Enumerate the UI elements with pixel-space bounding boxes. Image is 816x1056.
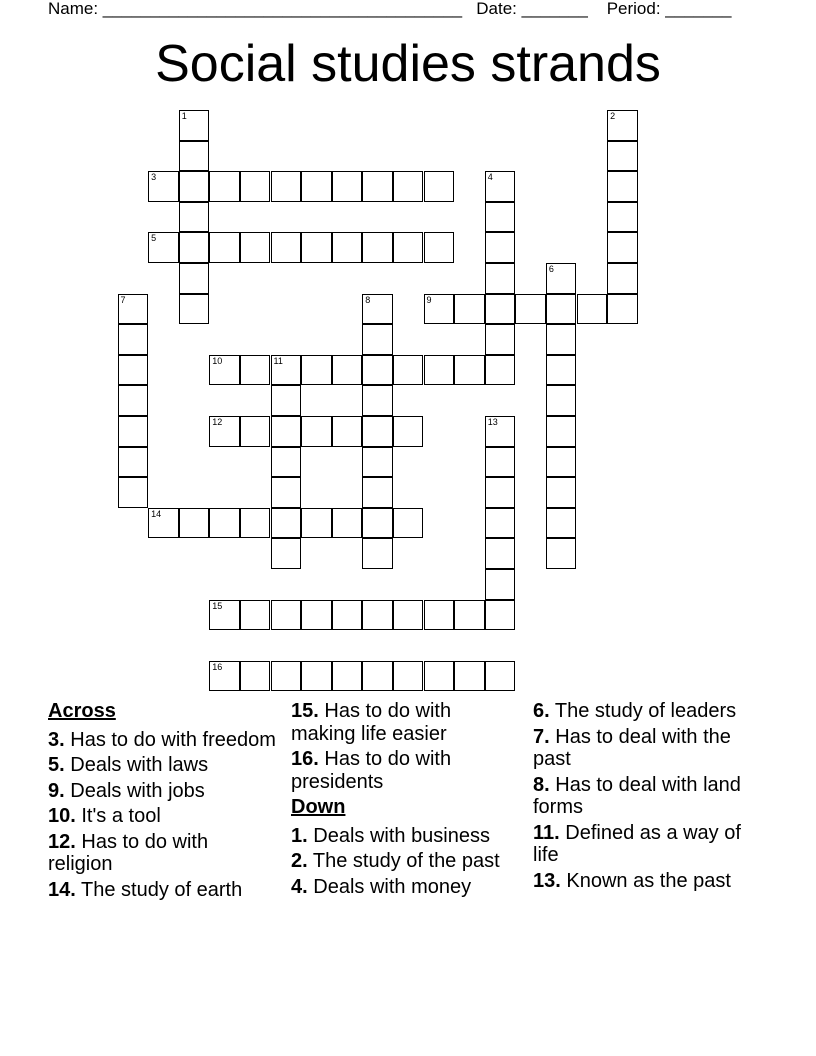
crossword-cell[interactable] [118,294,149,325]
crossword-cell[interactable] [332,171,363,202]
crossword-cell[interactable] [393,661,424,692]
page-title: Social studies strands [155,35,661,93]
crossword-cell[interactable] [454,355,485,386]
clue-down-7: 7. Has to deal with the past [533,725,731,770]
crossword-cell[interactable] [118,447,149,478]
crossword-cell[interactable] [485,661,516,692]
clue-across-5: 5. Deals with laws [48,754,209,776]
crossword-cell[interactable] [271,232,302,263]
clues-column-1 [48,700,278,904]
crossword-cell[interactable] [209,171,240,202]
crossword-cell[interactable] [424,600,455,631]
clue-across-15: 15. Has to do with making life easier [291,700,452,745]
crossword-cell[interactable] [209,232,240,263]
crossword-cell[interactable] [209,661,240,692]
clue-across-16: 16. Has to do with presidents [291,748,452,793]
crossword-cell[interactable] [118,324,149,355]
cell-number: 11 [273,355,283,366]
crossword-cell[interactable] [148,232,179,263]
crossword-cell[interactable] [546,508,577,539]
crossword-cell[interactable] [485,538,516,569]
crossword-cell[interactable] [179,141,210,172]
crossword-cell[interactable] [362,508,393,539]
crossword-cell[interactable] [240,232,271,263]
crossword-cell[interactable] [118,416,149,447]
crossword-cell[interactable] [607,263,638,294]
crossword-cell[interactable] [240,171,271,202]
crossword-cell[interactable] [362,538,393,569]
crossword-cell[interactable] [607,232,638,263]
cell-number: 2 [610,111,616,121]
crossword-cell[interactable] [546,355,577,386]
cell-number: 4 [487,172,493,183]
crossword-cell[interactable] [332,661,363,692]
crossword-cell[interactable] [271,661,302,692]
cell-number: 6 [548,264,554,274]
crossword-cell[interactable] [362,600,393,631]
crossword-cell[interactable] [271,477,302,508]
crossword-cell[interactable] [485,232,516,263]
crossword-cell[interactable] [546,477,577,508]
crossword-cell[interactable] [546,538,577,569]
cell-number: 10 [212,355,223,366]
cell-number: 16 [212,661,223,672]
crossword-cell[interactable] [424,355,455,386]
crossword-cell[interactable] [332,232,363,263]
crossword-cell[interactable] [118,477,149,508]
crossword-cell[interactable] [362,232,393,263]
crossword-cell[interactable] [393,355,424,386]
clue-across-10: 10. It's a tool [48,805,161,827]
crossword-cell[interactable] [546,294,577,325]
crossword-cell[interactable] [209,600,240,631]
crossword-cell[interactable] [485,477,516,508]
crossword-cell[interactable] [271,600,302,631]
crossword-cell[interactable] [362,416,393,447]
clue-down-2: 2. The study of the past [291,850,500,872]
crossword-cell[interactable] [118,355,149,386]
crossword-cell[interactable] [179,110,210,141]
crossword-cell[interactable] [362,294,393,325]
crossword-cell[interactable] [424,294,455,325]
crossword-cell[interactable] [362,171,393,202]
crossword-cell[interactable] [485,600,516,631]
crossword-cell[interactable] [362,385,393,416]
date-field-label[interactable]: Date: _______ [476,0,588,18]
crossword-cell[interactable] [393,416,424,447]
cell-number: 12 [212,417,223,427]
cell-number: 14 [151,508,162,519]
clue-across-3: 3. Has to do with freedom [48,728,276,751]
crossword-cell[interactable] [301,661,332,692]
cell-number: 9 [426,294,432,305]
crossword-cell[interactable] [607,110,638,141]
crossword-cell[interactable] [240,508,271,539]
crossword-cell[interactable] [179,508,210,539]
crossword-cell[interactable] [301,416,332,447]
period-field-label[interactable]: Period: _______ [606,0,732,18]
crossword-cell[interactable] [454,600,485,631]
crossword-cell[interactable] [424,232,455,263]
crossword-cell[interactable] [332,600,363,631]
crossword-cell[interactable] [271,538,302,569]
clue-across-14: 14. The study of earth [48,878,243,901]
crossword-cell[interactable] [301,232,332,263]
crossword-cell[interactable] [362,447,393,478]
clues-column-2 [291,700,521,901]
down-heading: Down [291,796,346,818]
crossword-cell[interactable] [424,661,455,692]
crossword-cell[interactable] [485,416,516,447]
clue-across-9: 9. Deals with jobs [48,779,205,802]
crossword-cell[interactable] [393,171,424,202]
crossword-cell[interactable] [393,232,424,263]
crossword-cell[interactable] [362,477,393,508]
cell-number: 13 [487,417,498,427]
crossword-cell[interactable] [271,171,302,202]
crossword-cell[interactable] [209,355,240,386]
crossword-cell[interactable] [179,232,210,263]
crossword-cell[interactable] [454,294,485,325]
clue-down-6: 6. The study of leaders [533,700,737,722]
crossword-cell[interactable] [454,661,485,692]
crossword-cell[interactable] [362,324,393,355]
crossword-cell[interactable] [301,171,332,202]
crossword-cell[interactable] [301,355,332,386]
crossword-cell[interactable] [485,202,516,233]
crossword-cell[interactable] [577,294,608,325]
crossword-cell[interactable] [301,508,332,539]
crossword-cell[interactable] [271,508,302,539]
crossword-cell[interactable] [546,447,577,478]
crossword-cell[interactable] [546,324,577,355]
clue-across-12: 12. Has to do with religion [48,830,209,875]
crossword-cell[interactable] [485,569,516,600]
crossword-cell[interactable] [332,508,363,539]
crossword-cell[interactable] [179,202,210,233]
crossword-cell[interactable] [271,447,302,478]
crossword-cell[interactable] [118,385,149,416]
crossword-cell[interactable] [179,294,210,325]
crossword-cell[interactable] [179,171,210,202]
cell-number: 5 [151,233,157,244]
crossword-cell[interactable] [240,600,271,631]
crossword-cell[interactable] [485,294,516,325]
clue-down-1: 1. Deals with business [291,824,490,847]
crossword-cell[interactable] [148,171,179,202]
crossword-cell[interactable] [485,263,516,294]
crossword-cell[interactable] [179,263,210,294]
crossword-cell[interactable] [607,202,638,233]
crossword-cell[interactable] [424,171,455,202]
crossword-cell[interactable] [240,416,271,447]
crossword-cell[interactable] [209,416,240,447]
clue-down-8: 8. Has to deal with land forms [533,773,741,818]
crossword-cell[interactable] [271,385,302,416]
crossword-cell[interactable] [546,385,577,416]
crossword-cell[interactable] [485,508,516,539]
crossword-cell[interactable] [301,600,332,631]
clue-down-11: 11. Defined as a way of life [533,821,741,866]
crossword-cell[interactable] [240,661,271,692]
crossword-cell[interactable] [271,355,302,386]
cell-number: 3 [151,172,157,183]
crossword-cell[interactable] [148,508,179,539]
crossword-cell[interactable] [485,324,516,355]
crossword-cell[interactable] [546,263,577,294]
crossword-cell[interactable] [546,416,577,447]
crossword-cell[interactable] [607,141,638,172]
crossword-cell[interactable] [209,508,240,539]
crossword-cell[interactable] [332,355,363,386]
name-field-label[interactable]: Name: ______________________________________ [48,0,463,18]
crossword-cell[interactable] [393,508,424,539]
across-heading: Across [48,700,116,722]
crossword-cell[interactable] [607,171,638,202]
crossword-cell[interactable] [332,416,363,447]
clue-down-13: 13. Known as the past [533,869,731,892]
clue-down-4: 4. Deals with money [291,875,472,898]
crossword-cell[interactable] [240,355,271,386]
crossword-cell[interactable] [485,171,516,202]
crossword-cell[interactable] [393,600,424,631]
crossword-cell[interactable] [485,355,516,386]
crossword-cell[interactable] [607,294,638,325]
cell-number: 8 [365,294,371,305]
crossword-cell[interactable] [362,355,393,386]
crossword-cell[interactable] [515,294,546,325]
cell-number: 15 [212,600,223,611]
crossword-cell[interactable] [485,447,516,478]
clues-column-3 [533,700,763,895]
crossword-cell[interactable] [362,661,393,692]
crossword-cell[interactable] [271,416,302,447]
cell-number: 1 [181,111,187,121]
cell-number: 7 [120,294,126,305]
